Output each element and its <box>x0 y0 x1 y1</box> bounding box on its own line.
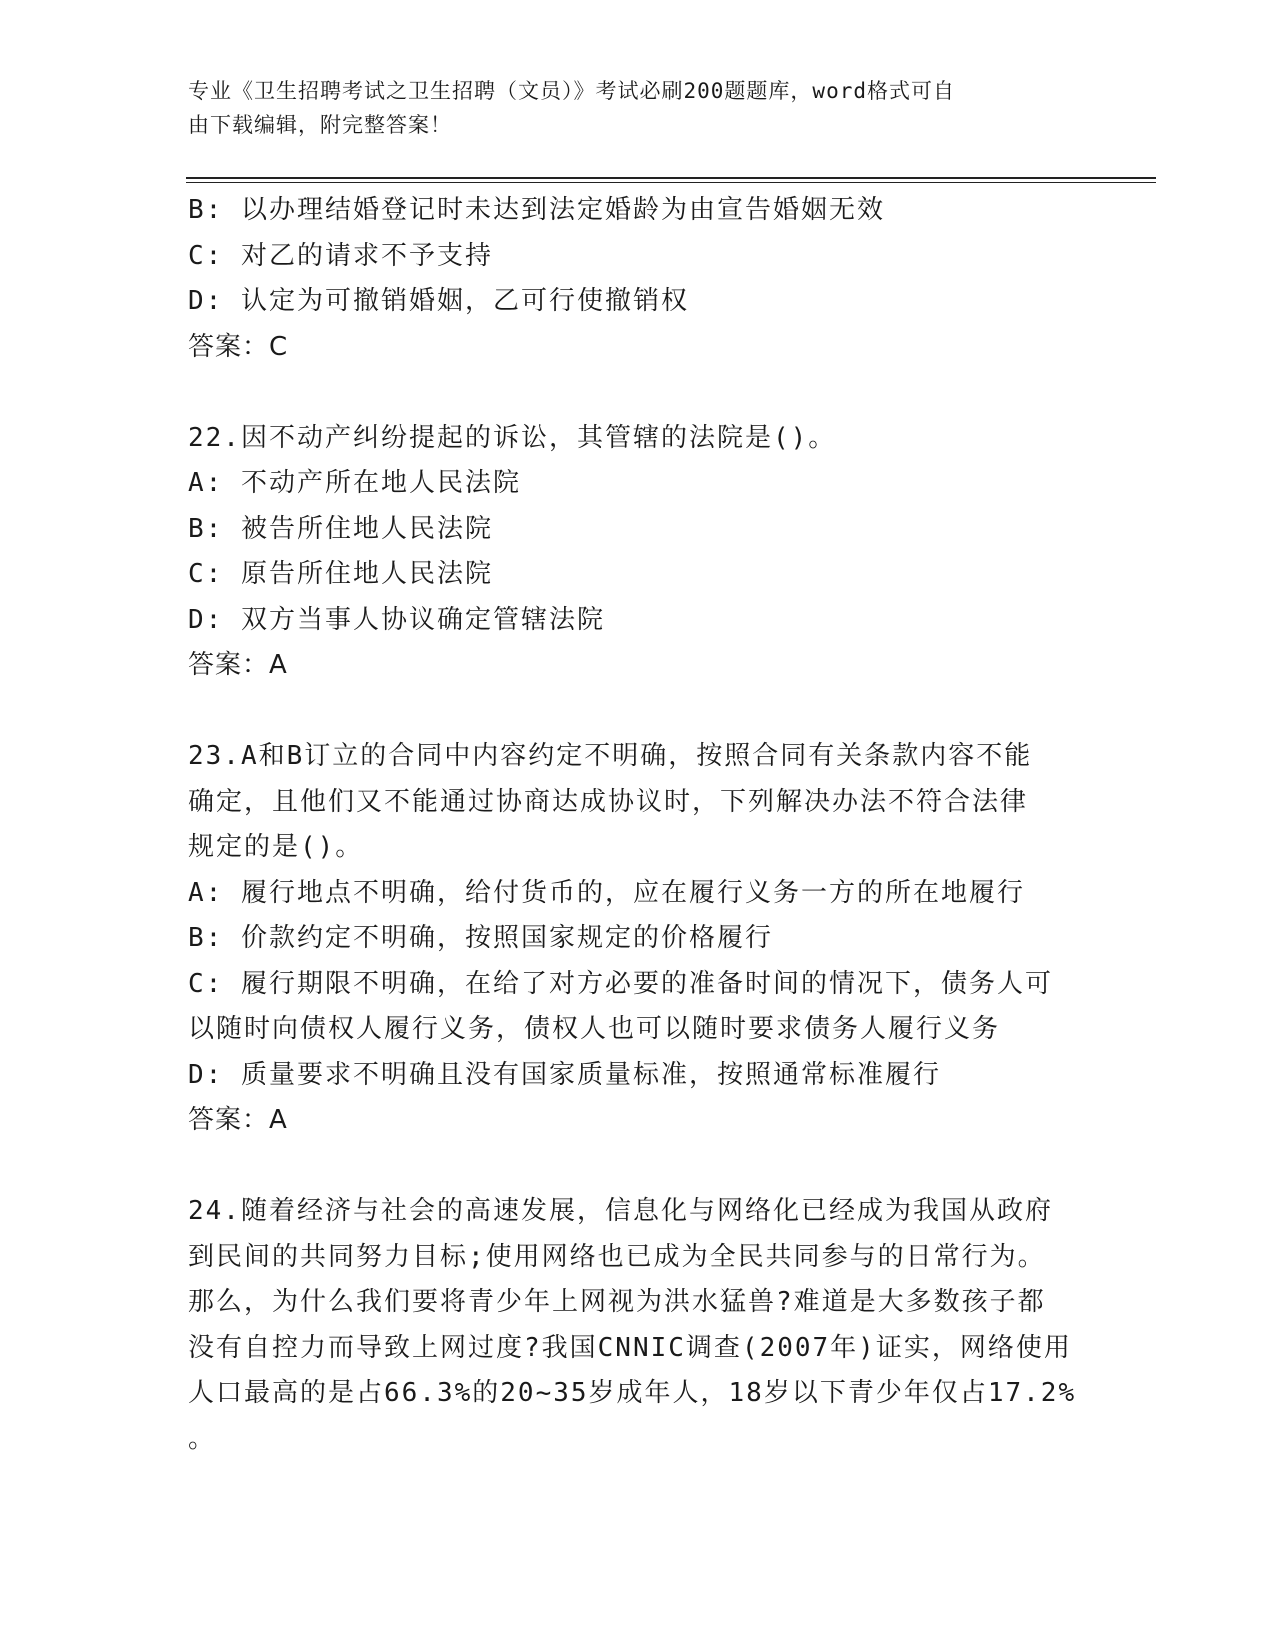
q24-line-2: 到民间的共同努力目标;使用网络也已成为全民共同参与的日常行为。 <box>188 1241 1046 1272</box>
q23-answer: 答案：A <box>188 1105 288 1135</box>
q23-question-line-3: 规定的是()。 <box>188 832 364 862</box>
q23-question-line-2: 确定，且他们又不能通过协商达成协议时，下列解决办法不符合法律 <box>188 786 1029 817</box>
q23-option-c-line-1: C: 履行期限不明确，在给了对方必要的准备时间的情况下，债务人可 <box>188 968 1053 999</box>
q24-line-3: 那么，为什么我们要将青少年上网视为洪水猛兽?难道是大多数孩子都 <box>188 1287 1046 1317</box>
document-header <box>188 74 1068 142</box>
spacer <box>188 370 1088 416</box>
q24-line-6: 。 <box>188 1423 217 1454</box>
q22-question: 22.因不动产纠纷提起的诉讼，其管辖的法院是()。 <box>188 422 837 453</box>
question-21 <box>188 188 1088 370</box>
q22-option-c: C: 原告所住地人民法院 <box>188 559 493 589</box>
question-22 <box>188 416 1088 689</box>
spacer <box>188 689 1088 735</box>
q23-option-a: A: 履行地点不明确，给付货币的，应在履行义务一方的所在地履行 <box>188 877 1025 908</box>
question-23 <box>188 734 1088 1144</box>
q22-option-b: B: 被告所住地人民法院 <box>188 513 493 544</box>
q23-question-line-1: 23.A和B订立的合同中内容约定不明确，按照合同有关条款内容不能 <box>188 741 1033 771</box>
header-divider-thick <box>186 177 1156 179</box>
q21-option-b: B: 以办理结婚登记时未达到法定婚龄为由宣告婚姻无效 <box>188 195 885 225</box>
q22-answer: 答案：A <box>188 650 288 680</box>
q23-option-c-line-2: 以随时向债权人履行义务，债权人也可以随时要求债务人履行义务 <box>188 1014 1001 1044</box>
q21-option-c: C: 对乙的请求不予支持 <box>188 240 493 271</box>
q22-option-a: A: 不动产所在地人民法院 <box>188 468 521 498</box>
header-line-1: 专业《卫生招聘考试之卫生招聘（文员）》考试必刷200题题库，word格式可自 <box>188 79 955 103</box>
q24-line-4: 没有自控力而导致上网过度?我国CNNIC调查(2007年)证实，网络使用 <box>188 1332 1072 1363</box>
q21-option-d: D: 认定为可撤销婚姻，乙可行使撤销权 <box>188 286 689 316</box>
q24-line-5: 人口最高的是占66.3%的20~35岁成年人，18岁以下青少年仅占17.2% <box>188 1378 1077 1408</box>
document-body <box>188 188 1088 1462</box>
question-24 <box>188 1189 1088 1462</box>
header-divider-thin <box>186 182 1156 183</box>
q22-option-d: D: 双方当事人协议确定管辖法院 <box>188 604 605 635</box>
spacer <box>188 1144 1088 1190</box>
q21-answer: 答案：C <box>188 331 289 362</box>
q23-option-b: B: 价款约定不明确，按照国家规定的价格履行 <box>188 923 773 953</box>
header-line-2: 由下载编辑，附完整答案！ <box>188 113 452 137</box>
q24-line-1: 24.随着经济与社会的高速发展，信息化与网络化已经成为我国从政府 <box>188 1196 1053 1226</box>
q23-option-d: D: 质量要求不明确且没有国家质量标准，按照通常标准履行 <box>188 1059 941 1090</box>
